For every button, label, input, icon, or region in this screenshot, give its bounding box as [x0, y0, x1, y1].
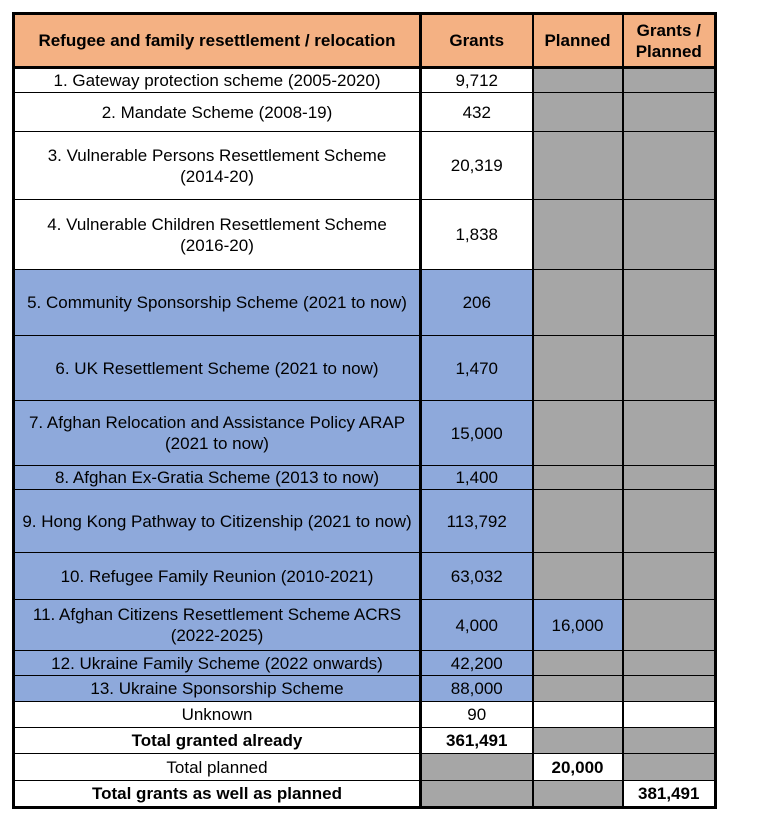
grants-value: 113,792	[421, 490, 533, 553]
ratio-value	[623, 754, 716, 781]
scheme-label: 8. Afghan Ex-Gratia Scheme (2013 to now)	[14, 466, 421, 490]
planned-value	[533, 93, 623, 132]
ratio-value	[623, 553, 716, 600]
grants-value	[421, 781, 533, 808]
table-row	[14, 132, 716, 200]
header-grants-per-planned: Grants / Planned	[623, 14, 716, 68]
scheme-label: 5. Community Sponsorship Scheme (2021 to now)	[14, 270, 421, 336]
planned-value	[533, 336, 623, 401]
scheme-label: Unknown	[14, 702, 421, 728]
grants-value: 15,000	[421, 401, 533, 466]
scheme-label: 6. UK Resettlement Scheme (2021 to now)	[14, 336, 421, 401]
total-granted-row	[14, 728, 716, 754]
grants-value: 42,200	[421, 651, 533, 676]
grants-value: 90	[421, 702, 533, 728]
grants-value: 206	[421, 270, 533, 336]
header-row	[14, 14, 716, 68]
planned-value	[533, 270, 623, 336]
planned-value	[533, 200, 623, 270]
ratio-value	[623, 728, 716, 754]
grants-value: 63,032	[421, 553, 533, 600]
table-row	[14, 676, 716, 702]
total-granted-value: 361,491	[421, 728, 533, 754]
ratio-value	[623, 401, 716, 466]
scheme-label: 4. Vulnerable Children Resettlement Scheme (2016-20)	[14, 200, 421, 270]
ratio-value	[623, 336, 716, 401]
planned-value	[533, 781, 623, 808]
ratio-value	[623, 600, 716, 651]
scheme-label: 13. Ukraine Sponsorship Scheme	[14, 676, 421, 702]
total-planned-value: 20,000	[533, 754, 623, 781]
ratio-value	[623, 200, 716, 270]
grants-value	[421, 754, 533, 781]
grand-total-row	[14, 781, 716, 808]
table-row	[14, 200, 716, 270]
scheme-label: 10. Refugee Family Reunion (2010-2021)	[14, 553, 421, 600]
header-scheme: Refugee and family resettlement / relocation	[14, 14, 421, 68]
grants-value: 9,712	[421, 68, 533, 93]
ratio-value	[623, 466, 716, 490]
scheme-label: 12. Ukraine Family Scheme (2022 onwards)	[14, 651, 421, 676]
total-granted-label: Total granted already	[14, 728, 421, 754]
scheme-label: 1. Gateway protection scheme (2005-2020)	[14, 68, 421, 93]
grants-value: 1,470	[421, 336, 533, 401]
scheme-label: 7. Afghan Relocation and Assistance Policy ARAP (2021 to now)	[14, 401, 421, 466]
ratio-value	[623, 490, 716, 553]
grants-value: 4,000	[421, 600, 533, 651]
grants-value: 88,000	[421, 676, 533, 702]
planned-value	[533, 490, 623, 553]
table-row	[14, 93, 716, 132]
ratio-value	[623, 68, 716, 93]
scheme-label: 2. Mandate Scheme (2008-19)	[14, 93, 421, 132]
planned-value	[533, 553, 623, 600]
table-row	[14, 600, 716, 651]
header-planned: Planned	[533, 14, 623, 68]
ratio-value	[623, 702, 716, 728]
ratio-value	[623, 676, 716, 702]
total-planned-row	[14, 754, 716, 781]
planned-value	[533, 132, 623, 200]
scheme-label: 11. Afghan Citizens Resettlement Scheme ACRS (2022-2025)	[14, 600, 421, 651]
table-row	[14, 466, 716, 490]
planned-value: 16,000	[533, 600, 623, 651]
grants-value: 432	[421, 93, 533, 132]
planned-value	[533, 702, 623, 728]
grants-value: 20,319	[421, 132, 533, 200]
table-row	[14, 651, 716, 676]
grand-total-label: Total grants as well as planned	[14, 781, 421, 808]
table-row	[14, 270, 716, 336]
planned-value	[533, 68, 623, 93]
grand-total-value: 381,491	[623, 781, 716, 808]
header-grants: Grants	[421, 14, 533, 68]
table-row	[14, 68, 716, 93]
total-planned-label: Total planned	[14, 754, 421, 781]
scheme-label: 3. Vulnerable Persons Resettlement Scheme (2014-20)	[14, 132, 421, 200]
planned-value	[533, 401, 623, 466]
table-row	[14, 490, 716, 553]
grants-table	[12, 12, 717, 809]
grants-value: 1,400	[421, 466, 533, 490]
planned-value	[533, 466, 623, 490]
table-row	[14, 702, 716, 728]
ratio-value	[623, 132, 716, 200]
planned-value	[533, 676, 623, 702]
grants-value: 1,838	[421, 200, 533, 270]
table-row	[14, 336, 716, 401]
scheme-label: 9. Hong Kong Pathway to Citizenship (2021 to now)	[14, 490, 421, 553]
table-row	[14, 553, 716, 600]
ratio-value	[623, 651, 716, 676]
ratio-value	[623, 93, 716, 132]
planned-value	[533, 728, 623, 754]
table-row	[14, 401, 716, 466]
ratio-value	[623, 270, 716, 336]
planned-value	[533, 651, 623, 676]
